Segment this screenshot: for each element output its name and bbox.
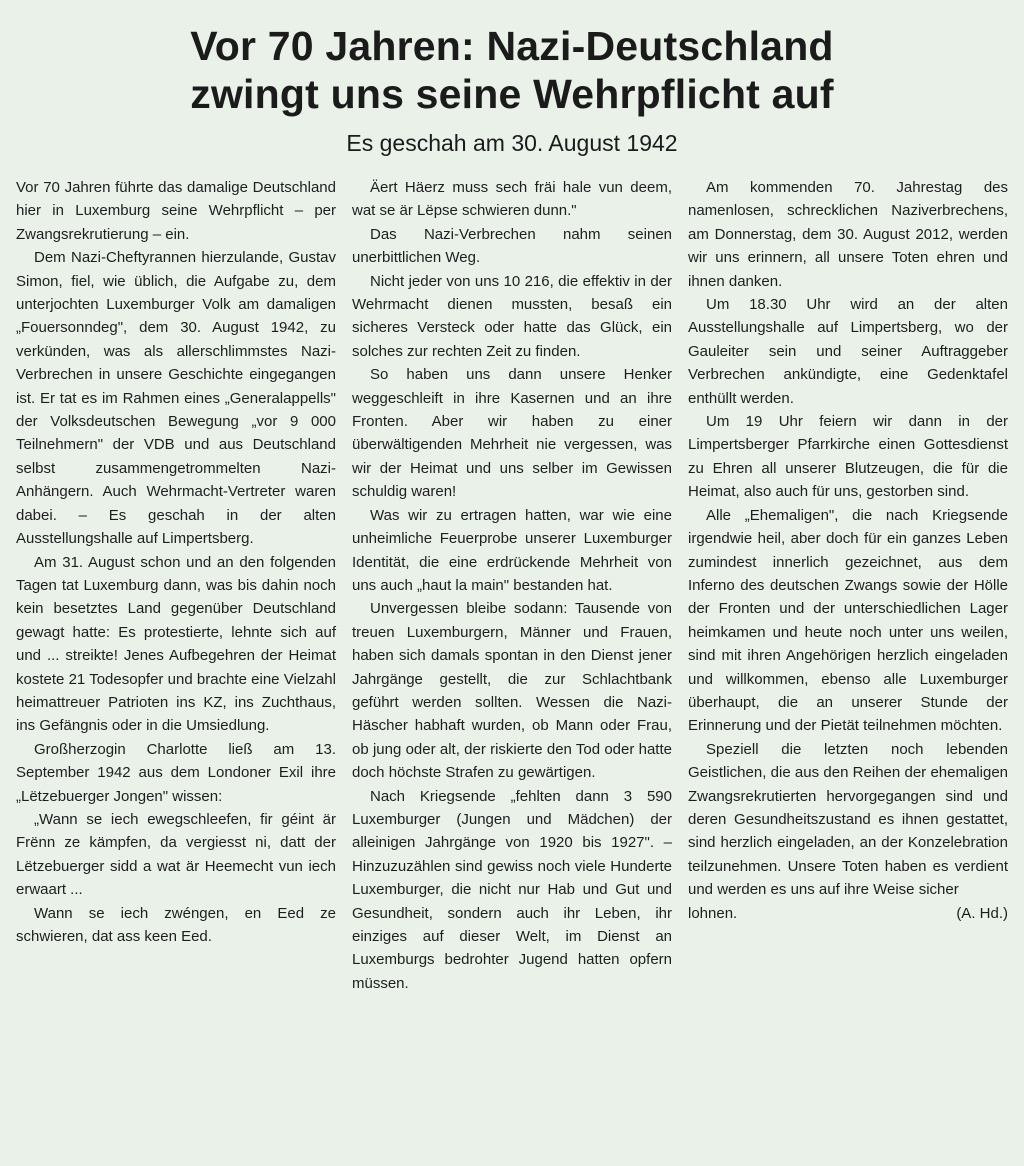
title-line-2: zwingt uns seine Wehrpflicht auf [190, 71, 834, 117]
paragraph: Unvergessen bleibe sodann: Tausende von treuen Luxemburgern, Männer und Frauen, haben sich damals spontan in den Dienst jener Jahrgänge gestellt, die zur Schlachtbank geführt werden sollten. Wessen die Nazi-Häscher habhaft wurden, ob Mann oder Frau, ob jung oder alt, der riskierte den Tod oder hatte doch höchste Strafen zu gewärtigen. [352, 600, 672, 782]
paragraph: Dem Nazi-Cheftyrannen hierzulande, Gustav Simon, fiel, wie üblich, die Aufgabe zu, dem unterjochten Luxemburger Volk am damaligen „Fouersonndeg", dem 30. August 1942, zu verkünden, was als allerschlimmstes Nazi-Verbrechen in unsere Geschichte eingegangen ist. Er tat es im Rahmen eines „Generalappells" der Volksdeutschen Bewegung „vor 9 000 Teilnehmern" der VDB und aus Deutschland selbst zusammengetrommelten Nazi-Anhängern. Auch Wehrmacht-Vertreter waren dabei. – Es geschah in der alten Ausstellungshalle auf Limpertsberg. [16, 249, 336, 548]
paragraph: Was wir zu ertragen hatten, war wie eine unheimliche Feuerprobe unserer Luxemburger Identität, die eine erdrückende Mehrheit von uns auch „haut la main" bestanden hat. [352, 506, 672, 594]
paragraph: Am kommenden 70. Jahrestag des namenlosen, schrecklichen Naziverbrechens, am Donnerstag, dem 30. August 2012, werden wir uns erinnern, all unsere Toten ehren und ihnen danken. [688, 179, 1008, 290]
closing-word: lohnen. [688, 904, 738, 922]
paragraph: Vor 70 Jahren führte das damalige Deutschland hier in Luxemburg seine Wehrpflicht – per Zwangsrekrutierung – ein. [16, 179, 336, 243]
column-3 [688, 176, 1008, 995]
paragraph: So haben uns dann unsere Henker weggeschleift in ihre Kasernen und an ihre Fronten. Aber wir haben zu einer überwältigenden Mehrheit nie vergessen, was wir der Heimat und uns selber im Gewissen schuldig waren! [352, 366, 672, 501]
article-subtitle: Es geschah am 30. August 1942 [346, 130, 678, 156]
quote-paragraph: Wann se iech zwéngen, en Eed ze schwieren, dat ass keen Eed. [16, 904, 336, 945]
column-2 [352, 176, 672, 995]
paragraph: Nicht jeder von uns 10 216, die effektiv in der Wehrmacht dienen mussten, besaß ein sicheres Versteck oder hatte das Glück, ein solches zur rechten Zeit zu finden. [352, 272, 672, 360]
paragraph: Großherzogin Charlotte ließ am 13. September 1942 aus dem Londoner Exil ihre „Lëtzebuerger Jongen" wissen: [16, 740, 336, 805]
closing-line [688, 902, 1008, 925]
title-line-1: Vor 70 Jahren: Nazi-Deutschland [190, 23, 834, 69]
paragraph: Alle „Ehemaligen", die nach Kriegsende irgendwie heil, aber doch für ein ganzes Leben zumindest innerlich gezeichnet, aus dem Inferno des deutschen Zwangs sowie der Hölle der Fronten und der unterschiedlichen Lager heimkamen und heute noch unter uns weilen, sind mit ihren Angehörigen herzlich eingeladen und willkommen, ebenso alle Luxemburger überhaupt, die an unserer Stunde der Erinnerung und der Pietät teilnehmen möchten. [688, 506, 1008, 735]
paragraph: Um 18.30 Uhr wird an der alten Ausstellungshalle auf Limpertsberg, wo der Gauleiter sein und seiner Auftraggeber Verbrechen ankündigte, eine Gedenktafel enthüllt werden. [688, 296, 1008, 407]
article-title [16, 22, 1008, 118]
paragraph: Nach Kriegsende „fehlten dann 3 590 Luxemburger (Jungen und Mädchen) der alleinigen Jahrgänge von 1920 bis 1927". – Hinzuzuzählen sind gewiss noch viele Hunderte Luxemburger, die nicht nur Hab und Gut und Gesundheit, sondern auch ihr Leben, ihr einziges auf dieser Welt, im Dienst an Luxemburgs bedrohter Jugend hatten opfern müssen. [352, 787, 672, 992]
article-body [16, 176, 1008, 995]
paragraph: Um 19 Uhr feiern wir dann in der Limpertsberger Pfarrkirche einen Gottesdienst zu Ehren all unserer Blutzeugen, die für die Heimat, also auch für uns, gestorben sind. [688, 413, 1008, 501]
paragraph: Am 31. August schon und an den folgenden Tagen tat Luxemburg dann, was bis dahin noch kein besetztes Land gegenüber Deutschland gewagt hatte: Es protestierte, lehnte sich auf und ... streikte! Jenes Aufbegehren der Heimat kostete 21 Todesopfer und brachte eine Vielzahl heimattreuer Patrioten ins KZ, ins Zuchthaus, ins Gefängnis oder in die Umsiedlung. [16, 553, 336, 735]
quote-paragraph: „Wann se iech ewegschleefen, fir géint är Frënn ze kämpfen, da vergiesst ni, datt der Lëtzebuerger sidd a wat är Heemecht vun iech erwaart ... [16, 810, 336, 899]
column-1 [16, 176, 336, 995]
paragraph: Speziell die letzten noch lebenden Geistlichen, die aus den Reihen der ehemaligen Zwangsrekrutierten hervorgegangen sind und deren Gesundheitszustand es ihnen gestattet, sind herzlich eingeladen, an der Konzelebration teilzunehmen. Unsere Toten haben es verdient und werden es uns auf ihre Weise sicher [688, 740, 1008, 899]
quote-paragraph: Äert Häerz muss sech fräi hale vun deem, wat se är Lëpse schwieren dunn." [352, 179, 672, 220]
author-signature: (A. Hd.) [956, 904, 1008, 922]
paragraph: Das Nazi-Verbrechen nahm seinen unerbittlichen Weg. [352, 225, 672, 267]
